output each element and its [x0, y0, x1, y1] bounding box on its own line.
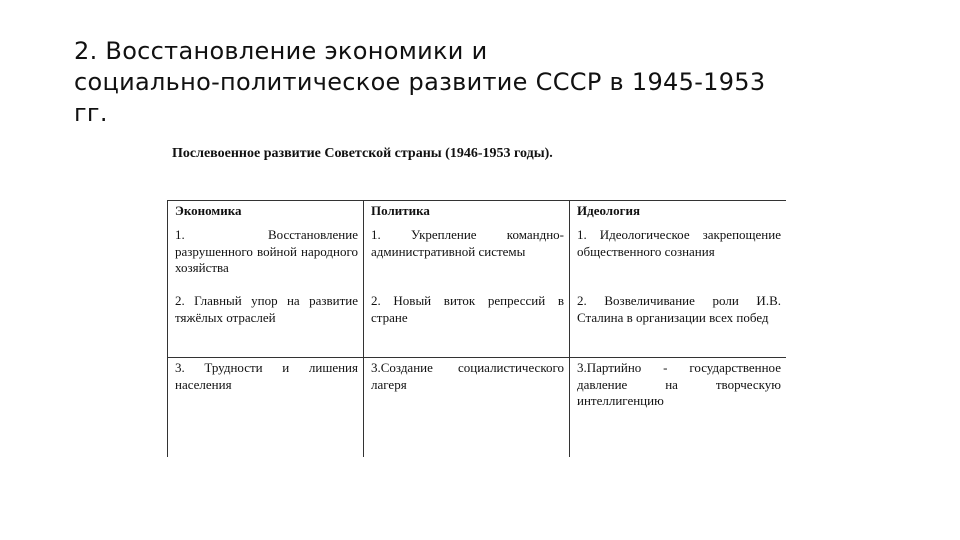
table-row — [168, 225, 787, 291]
cell-politics-1: 1. Укрепление командно-административной системы — [364, 225, 570, 291]
cell-economy-1: 1. Восстановление разрушенного войной народного хозяйства — [168, 225, 364, 291]
slide-title-line-3: гг. — [74, 99, 108, 127]
cell-ideology-3: 3.Партийно - государственное давление на творческую интеллигенцию — [570, 358, 787, 458]
header-ideology: Идеология — [570, 201, 787, 226]
cell-politics-2: 2. Новый виток репрессий в стране — [364, 291, 570, 358]
header-politics: Политика — [364, 201, 570, 226]
cell-economy-2: 2. Главный упор на развитие тяжёлых отраслей — [168, 291, 364, 358]
header-economy: Экономика — [168, 201, 364, 226]
table-header-row — [168, 201, 787, 226]
table-row — [168, 291, 787, 358]
table-image — [167, 200, 786, 457]
development-table — [167, 200, 786, 457]
slide-title-line-2: социально-политическое развитие СССР в 1945-1953 — [74, 68, 766, 96]
cell-economy-3: 3. Трудности и лишения населения — [168, 358, 364, 458]
table-caption: Послевоенное развитие Советской страны (1946-1953 годы). — [172, 146, 553, 161]
slide-title — [74, 36, 924, 129]
table-row — [168, 358, 787, 458]
slide-title-line-1: 2. Восстановление экономики и — [74, 37, 488, 65]
cell-ideology-1: 1. Идеологическое закрепощение общественного сознания — [570, 225, 787, 291]
cell-politics-3: 3.Создание социалистического лагеря — [364, 358, 570, 458]
cell-ideology-2: 2. Возвеличивание роли И.В. Сталина в организации всех побед — [570, 291, 787, 358]
